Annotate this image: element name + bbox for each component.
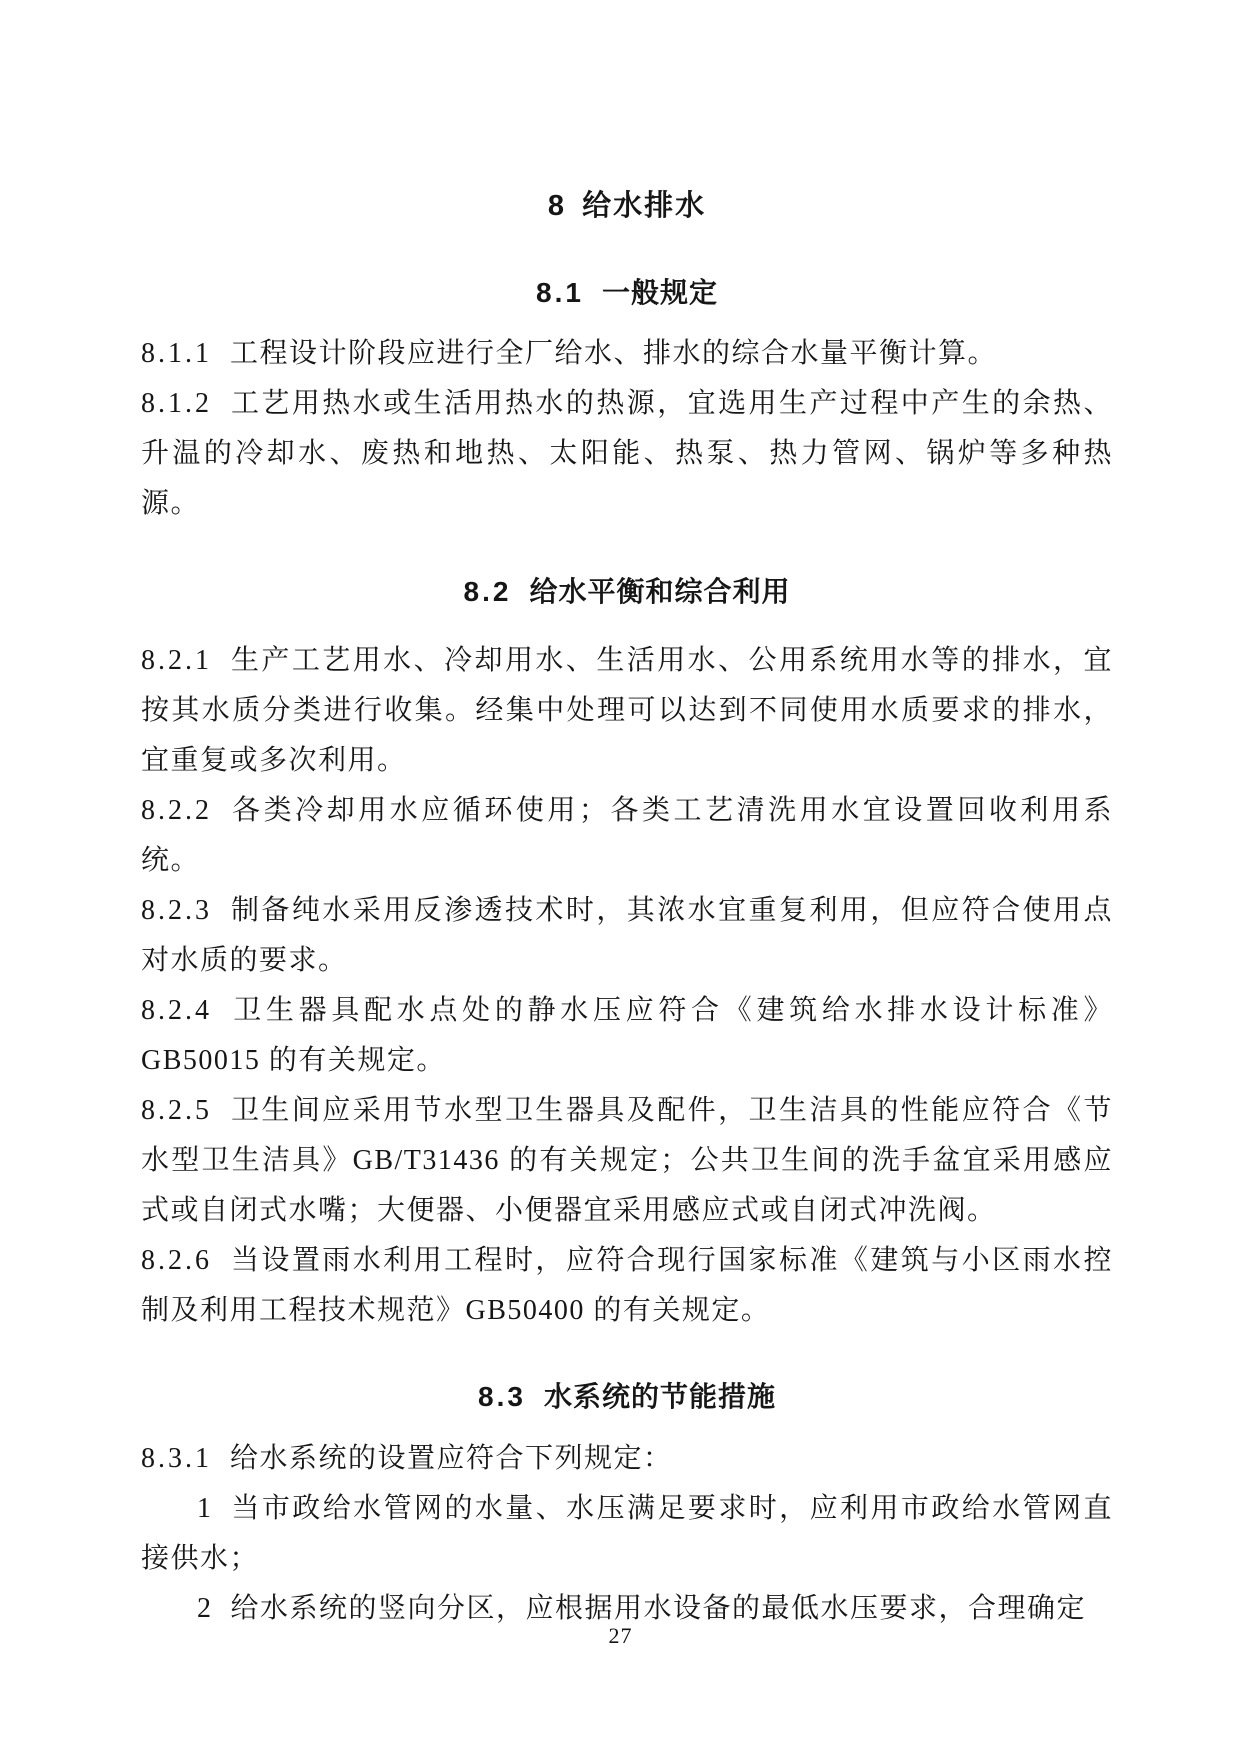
clause-text: 卫生间应采用节水型卫生器具及配件，卫生洁具的性能应符合《节水型卫生洁具》GB/T31436 的有关规定；公共卫生间的洗手盆宜采用感应式或自闭式水嘴；大便器、小便器宜采用感应式或自闭式冲洗阀。	[141, 1095, 1113, 1226]
section-heading-8-3	[141, 1380, 1113, 1414]
clause-8-2-1	[141, 636, 1113, 786]
item-text: 当市政给水管网的水量、水压满足要求时，应利用市政给水管网直接供水；	[141, 1493, 1113, 1574]
section-heading-8-1	[141, 276, 1113, 310]
clause-8-2-4	[141, 986, 1113, 1086]
clause-number: 8.2.6	[141, 1245, 212, 1276]
clause-8-1-2	[141, 379, 1113, 529]
clause-text: 各类冷却用水应循环使用；各类工艺清洗用水宜设置回收利用系统。	[141, 795, 1113, 876]
page-number: 27	[608, 1623, 633, 1648]
clause-number: 8.3.1	[141, 1443, 212, 1474]
item-number: 2	[197, 1593, 213, 1624]
section-number: 8.2	[463, 576, 512, 607]
clause-text: 工程设计阶段应进行全厂给水、排水的综合水量平衡计算。	[230, 338, 998, 369]
item-number: 1	[197, 1493, 213, 1524]
clause-8-1-1	[141, 329, 1113, 379]
clause-number: 8.2.2	[141, 795, 212, 826]
chapter-number: 8	[547, 190, 567, 222]
clause-text: 制备纯水采用反渗透技术时，其浓水宜重复利用，但应符合使用点对水质的要求。	[141, 895, 1113, 976]
clause-8-2-3	[141, 886, 1113, 986]
clause-text: 当设置雨水利用工程时，应符合现行国家标准《建筑与小区雨水控制及利用工程技术规范》GB50400 的有关规定。	[141, 1245, 1113, 1326]
clause-text: 给水系统的设置应符合下列规定：	[230, 1443, 673, 1474]
clause-number: 8.2.4	[141, 995, 212, 1026]
section-heading-8-2	[141, 575, 1113, 609]
clause-number: 8.2.3	[141, 895, 212, 926]
section-title-text: 一般规定	[601, 277, 718, 308]
clause-number: 8.1.1	[141, 338, 212, 369]
clause-8-2-5	[141, 1086, 1113, 1236]
clause-text: 工艺用热水或生活用热水的热源，宜选用生产过程中产生的余热、升温的冷却水、废热和地热、太阳能、热泵、热力管网、锅炉等多种热源。	[141, 388, 1113, 519]
clause-8-2-2	[141, 786, 1113, 886]
clause-number: 8.2.1	[141, 645, 212, 676]
page-content	[141, 0, 1113, 1634]
clause-text: 生产工艺用水、冷却用水、生活用水、公用系统用水等的排水，宜按其水质分类进行收集。经集中处理可以达到不同使用水质要求的排水，宜重复或多次利用。	[141, 645, 1113, 776]
item-text: 给水系统的竖向分区，应根据用水设备的最低水压要求，合理确定	[230, 1593, 1087, 1624]
section-number: 8.3	[478, 1381, 526, 1412]
chapter-title	[141, 188, 1113, 224]
clause-text: 卫生器具配水点处的静水压应符合《建筑给水排水设计标准》GB50015 的有关规定。	[141, 995, 1113, 1076]
clause-8-2-6	[141, 1236, 1113, 1336]
clause-number: 8.1.2	[141, 388, 212, 419]
section-number: 8.1	[536, 277, 584, 308]
clause-8-3-1	[141, 1434, 1113, 1484]
sub-item-1	[141, 1484, 1113, 1584]
chapter-title-text: 给水排水	[582, 190, 707, 222]
clause-number: 8.2.5	[141, 1095, 212, 1126]
section-title-text: 水系统的节能措施	[543, 1381, 776, 1412]
section-title-text: 给水平衡和综合利用	[529, 576, 791, 607]
